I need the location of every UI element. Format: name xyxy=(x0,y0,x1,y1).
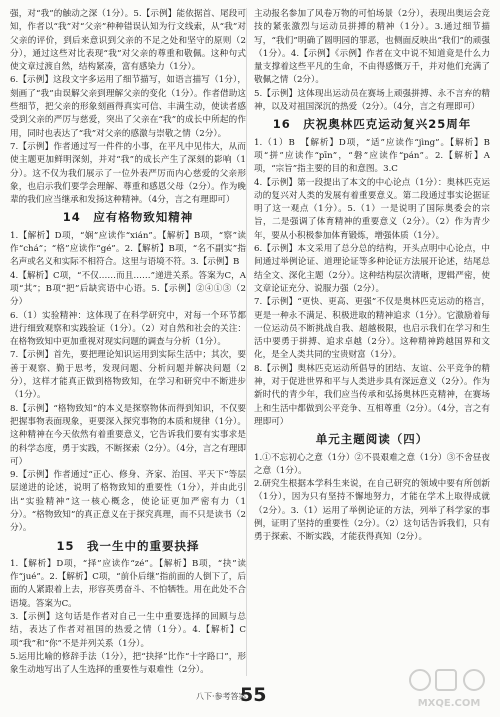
section-14-paragraph: 4.【解析】C项，“不仅……而且……”递进关系。答案为C，A项“其”；B项“把”后缺宾语中心语。5.【示例】②④①③（2分） xyxy=(10,270,246,308)
right-intro-paragraph: 5.【示例】这体现出运动员在赛场上顽强拼搏、永不言弃的精神，以及对祖国深沉的热爱（2分）。（4分，言之有理即可） xyxy=(254,88,490,113)
unit-reading-title: 单元主题阅读（四） xyxy=(315,432,429,447)
section-15-paragraph: 1.【解析】D项，“择”应读作“zé”。【解析】B项，“抉”读作“jué”。2.【解析】C项，“前仆后继”指前面的人倒下了，后面的人紧跟着上去，形容英勇奋斗、不怕牺牲。用在此处不合语境。答案为C。 xyxy=(10,558,246,609)
section-14-paragraph: 9.【示例】作者通过“正心、修身、齐家、治国、平天下”等层层递进的论述，说明了格物致知的重要性（1分），并由此引出“实验精神”这一核心概念，使论证更加严密有力（1分）。“格物致知”的真正意义在于探究真理，而不只是读书（2分）。 xyxy=(10,470,246,534)
right-column xyxy=(254,8,490,676)
unit-reading-paragraph: 1.①不忘初心之意（1分）②不畏艰难之意（1分）③不舍昼夜之意（1分）。 xyxy=(254,452,490,476)
section-15-title: 15 我一生中的重要抉择 xyxy=(56,538,200,553)
section-16-paragraph: 8.【示例】奥林匹克运动所倡导的团结、友谊、公平竞争的精神，对于促进世界和平与人类进步具有深远意义（2分）。作为新时代的青少年，我们应当传承和弘扬奥林匹克精神，在赛场上和生活中都做到公平竞争、互相尊重（2分）。（4分，言之有理即可） xyxy=(254,363,490,427)
watermark-logo xyxy=(406,664,492,710)
footer-label: 八下·参考答案 xyxy=(196,692,247,701)
section-16-paragraph: 4.【示例】第一段提出了本文的中心论点（1分）：奥林匹克运动的复兴对人类的发展有着重要意义。第二段通过事实论据证明了这一观点（1分）。5.（1）一是说明了国际奥委会的宗旨，二是强调了体育精神的重要意义（2分）。（2）作为青少年，要从小积极参加体育锻炼，增强体质（1分）。 xyxy=(254,177,490,241)
left-column xyxy=(10,8,246,676)
svg-text:MXQE.COM: MXQE.COM xyxy=(417,698,481,709)
section-15-paragraph: 3.【示例】这句话是作者对自己一生中重要选择的回顾与总结，表达了作者对祖国的热爱之情（1分）。4.【解析】C项“我”和“你”不是并列关系（1分）。 xyxy=(10,612,246,649)
column-divider xyxy=(246,8,247,676)
page-number: 55 xyxy=(240,684,267,706)
section-14-title: 14 应有格物致知精神 xyxy=(62,210,194,225)
section-14-paragraph: 7.【示例】首先，要把理论知识运用到实际生活中；其次，要善于观察、勤于思考，发现问题、分析问题并解决问题（2分），这样才能真正做到格物致知，在学习和研究中不断进步（1分）。 xyxy=(10,350,246,401)
section-14-paragraph: 8.【示例】“格物致知”的本义是探察物体而得到知识，不仅要把握事物表面现象，更要深入探究事物的本质和规律（1分）。这种精神在今天依然有着重要意义，它告诉我们要有实事求是的科学态度，勇于实践，不断探索（2分）。（4分，言之有理即可） xyxy=(10,403,246,467)
section-15-paragraph: 5.运用比喻的修辞手法（1分），把“抉择”比作“十字路口”，形象生动地写出了人生选择的重要性与艰难性（2分）。 xyxy=(10,651,246,676)
left-intro-paragraph: 强，对“我”的触动之深（1分）。5.【示例】能依据首、尾段可知，作者以“我”对“父亲”种种错误认知为行文线索，从“我”对父亲的评价，到后来意识到父亲的不足之处和坚守的原则（2分），通过这些对比表现“我”对父亲的尊重和敬佩。这种句式使文章过渡自然，结构紧凑，富有感染力（1分）。 xyxy=(10,9,246,73)
left-intro-paragraph: 7.【示例】作者通过写一件件的小事，在平凡中见伟大，从而使主题更加鲜明深刻，并对“我”的成长产生了深刻的影响（1分）。这不仅为我们展示了一位外表严厉而内心慈爱的父亲形象，也启示我们要学会理解、尊重和感恩父母（2分）。作为晚辈的我们应当继承和发扬这种精神。（4分，言之有理即可） xyxy=(10,141,246,206)
section-16-title: 16 庆祝奥林匹克运动复兴25周年 xyxy=(272,117,472,132)
section-16-paragraph: 6.【示例】本文采用了总分总的结构，开头点明中心论点，中间通过举例论证、道理论证等多种论证方法展开论述，结尾总结全文、深化主题（2分）。这种结构层次清晰，逻辑严密，使文章论证充分、说服力强（2分）。 xyxy=(254,244,490,294)
section-14-paragraph: 1.【解析】D项，“娴”应读作“xián”。【解析】B项，“察”读作“chá”；“格”应读作“gé”。2.【解析】B项，“名不副实”指名声或名义和实际不相符合。这里与语境不符。3.【示例】B xyxy=(10,230,246,268)
section-14-paragraph: 6.（1）实验精神：这体现了在科学研究中，对每一个环节都进行细致观察和实践验证（1分）。（2）对自然和社会的关注：在格物致知中更加重视对现实问题的调查与分析（1分）。 xyxy=(10,310,246,348)
left-intro-paragraph: 6.【示例】这段文字多运用了细节描写，如语言描写（1分），刻画了“我”由误解父亲到理解父亲的变化（1分）。作者借助这些细节，把父亲的形象刻画得真实可信、丰满生动，使读者感受到父亲的严厉与慈爱，突出了父亲在“我”的成长中所起的作用，同时也表达了“我”对父亲的感激与崇敬之情（2分）。 xyxy=(10,75,246,139)
right-intro-paragraph: 主动报名参加了风卷万物的可怕场景（2分），表现出奥运会竞技的紧张激烈与运动员拼搏的精神（1分）。3.通过细节描写，“我们”明确了圆明园的罪恶，也侧面反映出“我们”的顽强（1分）。4.【示例】《示例】作者在文中说不知道竟是什么力量支撑着这些平凡的生命，不由得感慨万千，并对他们充满了敬佩之情（2分）。 xyxy=(254,9,490,86)
unit-reading-paragraph: 2.研究生根据本学科生来说，在自己研究的领域中要有所创新（1分），因为只有坚持不懈地努力，才能在学术上取得成就（2分）。3.（1）运用了举例论证的方法，列举了科学家的事例，证明了坚持的重要性（2分）。（2）这句话告诉我们，只有勇于探索、不断实践，才能获得真知（2分）。 xyxy=(254,479,490,543)
section-16-paragraph: 7.【示例】“更快、更高、更强”不仅是奥林匹克运动的格言，更是一种永不满足、积极进取的精神追求（1分）。它激励着每一位运动员不断挑战自我、超越极限，也启示我们在学习和生活中要勇于拼搏、追求卓越（2分）。这种精神跨越国界和文化，是全人类共同的宝贵财富（1分）。 xyxy=(254,297,490,361)
section-16-paragraph: 1.（1）B 【解析】D项，“适”应读作“jìng”。【解析】B项“拼”应读作“pīn”，“磐”应读作“pán”。2.【解析】A项，“宗旨”指主要的目的和意图。3.C xyxy=(254,137,490,175)
